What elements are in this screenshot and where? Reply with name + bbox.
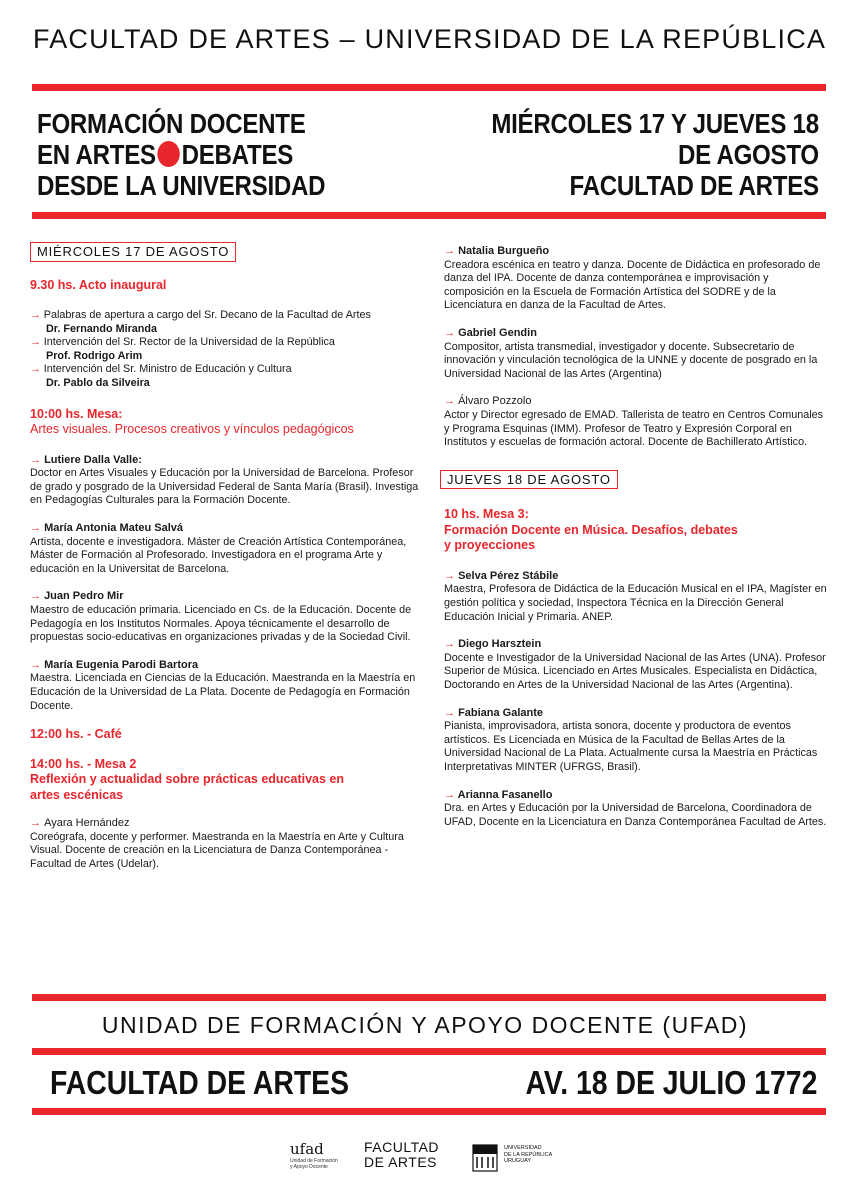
event-title-line2b: DEBATES bbox=[181, 139, 294, 170]
arrow-right-icon: → bbox=[30, 453, 45, 466]
speaker-name: María Eugenia Parodi Bartora bbox=[44, 658, 199, 671]
event-date-place bbox=[491, 108, 819, 201]
opening-speaker: Dr. Fernando Miranda bbox=[46, 322, 157, 335]
day2-label: JUEVES 18 DE AGOSTO bbox=[440, 470, 618, 490]
program-left-column bbox=[30, 242, 425, 886]
speaker-block bbox=[30, 454, 425, 508]
program-right-column bbox=[444, 245, 829, 843]
speaker-block bbox=[444, 570, 829, 624]
event-title-line2 bbox=[37, 139, 325, 170]
speaker-block bbox=[30, 659, 425, 713]
opening-list bbox=[30, 309, 425, 391]
speaker-bio: Actor y Director egresado de EMAD. Tallerista de teatro en Centros Comunales y Programa Esquinas (IMM). Profesor de Teatro y Expresión Corporal en Institutos y escuelas de formación actoral. Docente de Bachillerato Artístico. bbox=[444, 408, 824, 449]
speaker-name: Gabriel Gendin bbox=[458, 326, 537, 339]
speaker-bio: Creadora escénica en teatro y danza. Docente de Didáctica en profesorado de danza del IPA. Docente de danza contemporánea e improvisación y composición en la Escuela de Formación Artística del SODRE y de la Licenciatura en danza de la Facultad de Artes. bbox=[444, 258, 821, 312]
speaker-name: María Antonia Mateu Salvá bbox=[44, 522, 184, 535]
speaker-block bbox=[444, 638, 829, 692]
arrow-right-icon: → bbox=[30, 658, 45, 671]
mesa2-speakers-left bbox=[30, 817, 425, 871]
speaker-block bbox=[444, 789, 829, 830]
arrow-right-icon: → bbox=[30, 817, 45, 830]
footer-divider-top bbox=[32, 994, 826, 1001]
ufad-logo: ufad Unidad de Formación y Apoyo Docente bbox=[290, 1140, 338, 1170]
event-place: FACULTAD DE ARTES bbox=[569, 170, 819, 201]
mesa2-title: 14:00 hs. - Mesa 2 Reflexión y actualidad sobre prácticas educativas en artes escénicas bbox=[30, 756, 345, 802]
day2-label-wrap bbox=[440, 470, 829, 490]
udelar-emblem-icon bbox=[472, 1144, 498, 1172]
arrow-right-icon: → bbox=[30, 336, 41, 349]
header-divider-bottom bbox=[32, 212, 826, 219]
speaker-name: Ayara Hernández bbox=[44, 817, 130, 830]
opening-item: → Palabras de apertura a cargo del Sr. Decano de la Facultad de Artes Dr. Fernando Miranda bbox=[30, 309, 425, 336]
footer-unit: UNIDAD DE FORMACIÓN Y APOYO DOCENTE (UFAD) bbox=[101, 1012, 749, 1038]
speaker-bio: Artista, docente e investigadora. Máster de Creación Artística Contemporánea, Máster de Formación al Profesorado. Investigadora en el programa Arte y educación en la Universitat de Barcelona. bbox=[30, 535, 407, 575]
event-title-line3: DESDE LA UNIVERSIDAD bbox=[37, 170, 326, 201]
speaker-bio: Coreógrafa, docente y performer. Maestranda en la Maestría en Arte y Cultura Visual. Docente de creación en la Licenciatura de Danza Contemporánea - Facultad de Artes (Udelar). bbox=[30, 830, 404, 870]
arrow-right-icon: → bbox=[444, 706, 459, 719]
footer-address: AV. 18 DE JULIO 1772 bbox=[525, 1064, 817, 1101]
arrow-right-icon: → bbox=[444, 395, 459, 408]
event-title bbox=[37, 108, 325, 201]
facultad-artes-logo: FACULTAD DE ARTES bbox=[364, 1139, 440, 1170]
speaker-name: Álvaro Pozzolo bbox=[458, 395, 532, 408]
speaker-block bbox=[30, 590, 425, 644]
speaker-bio: Doctor en Artes Visuales y Educación por la Universidad de Barcelona. Profesor de grado y posgrado de la Universidad Federal de Santa María (Brasil). Investiga en Pedagogías Culturales para la Formación Docente. bbox=[30, 467, 419, 507]
speaker-block bbox=[30, 522, 425, 576]
speaker-name: Lutiere Dalla Valle: bbox=[44, 453, 142, 466]
speaker-block bbox=[444, 327, 829, 381]
red-dot-icon bbox=[158, 141, 180, 167]
speaker-bio: Docente e Investigador de la Universidad Nacional de las Artes (UNA). Profesor Superior de Música. Licenciado en Artes Musicales. Especialista en Didáctica, Doctorando en Artes de la Universidad Nacional de las Artes (Argentina). bbox=[444, 651, 826, 691]
speaker-bio: Maestra, Profesora de Didáctica de la Educación Musical en el IPA, Magíster en gestión política y sociedad, Inspectora Técnica en la Dirección General Educación Inicial y Primaria. ANEP. bbox=[444, 583, 827, 623]
opening-speaker: Prof. Rodrigo Arim bbox=[46, 349, 143, 362]
arrow-right-icon: → bbox=[444, 569, 459, 582]
speaker-bio: Pianista, improvisadora, artista sonora, docente y productora de eventos artísticos. Es Licenciada en Música de la Facultad de Bellas Artes de la Universidad Nacional de La Plata. Actualmente cursa la Maestría en Prácticas Interpretativas MINTER (UFRGS, Brasil). bbox=[444, 720, 818, 773]
speaker-name: Fabiana Galante bbox=[458, 706, 544, 719]
arrow-right-icon: → bbox=[30, 309, 41, 322]
speaker-bio: Maestro de educación primaria. Licenciado en Cs. de la Educación. Docente de Pedagogía en los Institutos Normales. Apoya técnicamente el desarrollo de propuestas socio-educativas en organizaciones privadas y de la Sociedad Civil. bbox=[30, 604, 412, 644]
opening-item: → Intervención del Sr. Ministro de Educación y Cultura Dr. Pablo da Silveira bbox=[30, 363, 425, 390]
header-divider-top bbox=[32, 84, 826, 91]
cafe-break: 12:00 hs. - Café bbox=[30, 727, 122, 742]
arrow-right-icon: → bbox=[444, 245, 459, 257]
speaker-block bbox=[444, 245, 829, 313]
header-title: FACULTAD DE ARTES – UNIVERSIDAD DE LA REPÚBLICA bbox=[33, 24, 827, 54]
mesa1-speakers bbox=[30, 454, 425, 714]
footer-divider-bottom bbox=[32, 1108, 826, 1115]
arrow-right-icon: → bbox=[30, 363, 41, 376]
mesa1-title: 10:00 hs. Mesa: Artes visuales. Procesos creativos y vínculos pedagógicos bbox=[30, 406, 354, 437]
arrow-right-icon: → bbox=[30, 522, 45, 535]
opening-speaker: Dr. Pablo da Silveira bbox=[46, 377, 150, 390]
speaker-bio: Compositor, artista transmedial, investigador y docente. Subsecretario de innovación y vinculación tecnológica de la UNNE y docente de posgrado en la Universidad Nacional de las Artes (Argentina) bbox=[444, 340, 818, 380]
logos bbox=[290, 1138, 570, 1178]
speaker-bio: Dra. en Artes y Educación por la Universidad de Barcelona, Coordinadora de UFAD, Docente en la Licenciatura en Danza Contemporánea Facultad de Artes. bbox=[444, 802, 827, 828]
footer-divider-middle bbox=[32, 1048, 826, 1055]
event-date-line2: DE AGOSTO bbox=[678, 139, 819, 170]
arrow-right-icon: → bbox=[444, 326, 459, 339]
speaker-name: Natalia Burgueño bbox=[458, 245, 550, 257]
event-title-line1: FORMACIÓN DOCENTE bbox=[37, 108, 306, 139]
speaker-bio: Maestra. Licenciada en Ciencias de la Educación. Maestranda en la Maestría en Educación de la Universidad de La Plata. Docente de Pedagogía en Formación Docente. bbox=[30, 672, 416, 712]
arrow-right-icon: → bbox=[444, 788, 458, 801]
event-date-line1: MIÉRCOLES 17 Y JUEVES 18 bbox=[491, 108, 819, 139]
mesa3-speakers bbox=[444, 570, 829, 830]
mesa3-title: 10 hs. Mesa 3: Formación Docente en Música. Desafíos, debates y proyecciones bbox=[444, 507, 738, 553]
speaker-name: Selva Pérez Stábile bbox=[458, 569, 559, 582]
opening-title: 9.30 hs. Acto inaugural bbox=[30, 277, 167, 292]
udelar-logo: UNIVERSIDAD DE LA REPÚBLICA URUGUAY bbox=[472, 1144, 498, 1177]
speaker-name: Diego Harsztein bbox=[458, 638, 542, 651]
arrow-right-icon: → bbox=[444, 638, 459, 651]
arrow-right-icon: → bbox=[30, 590, 45, 603]
speaker-name: Arianna Fasanello bbox=[457, 788, 553, 801]
footer-faculty: FACULTAD DE ARTES bbox=[50, 1064, 350, 1101]
opening-item: → Intervención del Sr. Rector de la Universidad de la República Prof. Rodrigo Arim bbox=[30, 336, 425, 363]
speaker-name: Juan Pedro Mir bbox=[44, 590, 124, 603]
speaker-block bbox=[30, 817, 425, 871]
event-title-line2a: EN ARTES bbox=[37, 139, 156, 170]
speaker-block bbox=[444, 395, 829, 449]
day1-label: MIÉRCOLES 17 DE AGOSTO bbox=[30, 242, 236, 262]
speaker-block bbox=[444, 707, 829, 775]
